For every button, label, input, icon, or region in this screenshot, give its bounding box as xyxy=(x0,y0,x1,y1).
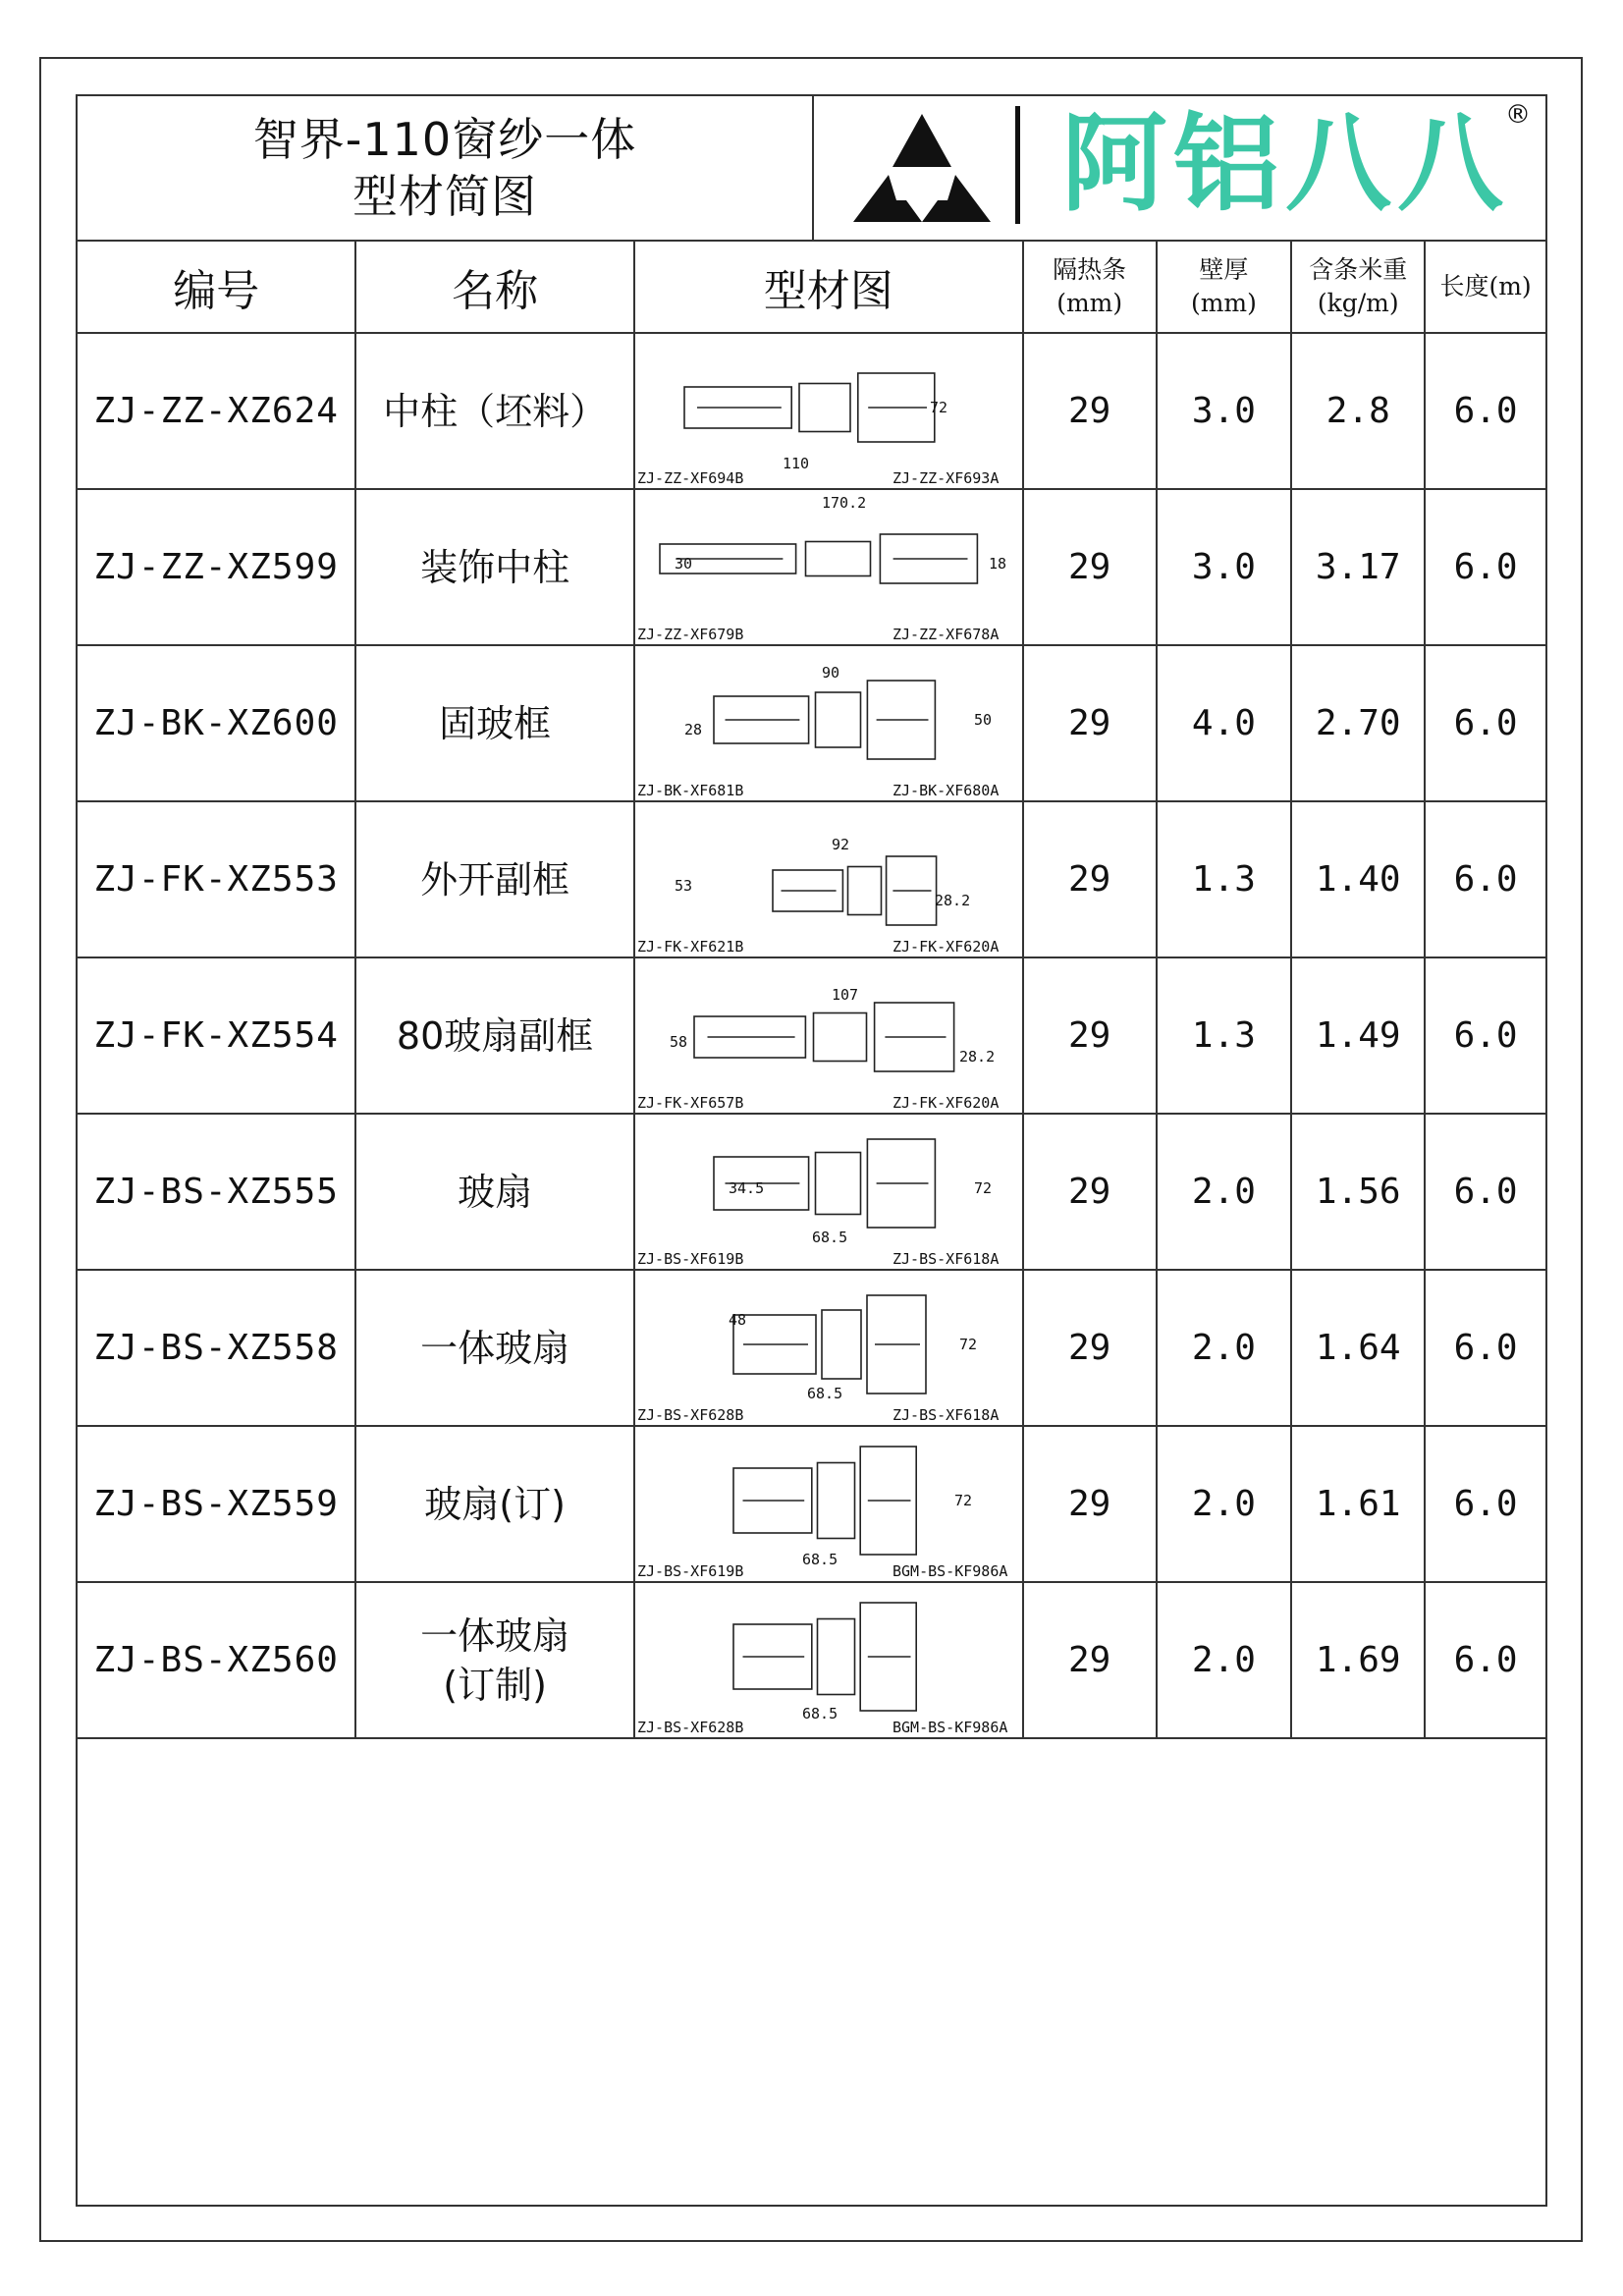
thermal-break-strip xyxy=(817,1463,854,1539)
dimension-label: 72 xyxy=(973,1179,992,1197)
dimension-label: 53 xyxy=(674,877,692,895)
profile-name-cell xyxy=(355,1426,633,1582)
profile-code: ZJ-BS-XZ555 xyxy=(78,1114,355,1270)
strip-width: 29 xyxy=(1023,1426,1157,1582)
wall-thickness: 1.3 xyxy=(1157,801,1292,957)
profile-section-drawing xyxy=(635,1583,1022,1737)
strip-width: 29 xyxy=(1023,489,1157,645)
profile-drawing-cell xyxy=(634,1114,1023,1270)
triangle-logo-icon xyxy=(853,96,991,240)
length: 6.0 xyxy=(1425,1270,1545,1426)
registered-mark: ® xyxy=(1505,100,1531,130)
thermal-break-strip xyxy=(815,692,860,747)
length: 6.0 xyxy=(1425,333,1545,489)
profile-name: 中柱（坯料） xyxy=(383,389,608,433)
wall-thickness: 2.0 xyxy=(1157,1114,1292,1270)
weight-per-meter: 1.69 xyxy=(1291,1582,1425,1738)
table-row xyxy=(78,1114,1545,1270)
dimension-label: 48 xyxy=(728,1311,746,1329)
profile-name: 一体玻扇 xyxy=(420,1326,570,1370)
table-header-row xyxy=(78,241,1545,333)
table-row xyxy=(78,1270,1545,1426)
profile-code: ZJ-FK-XZ553 xyxy=(78,801,355,957)
weight-per-meter: 2.8 xyxy=(1291,333,1425,489)
weight-header-line2: (kg/m) xyxy=(1317,289,1399,317)
weight-per-meter: 1.56 xyxy=(1291,1114,1425,1270)
weight-per-meter: 2.70 xyxy=(1291,645,1425,801)
table-row xyxy=(78,801,1545,957)
dimension-label: 68.5 xyxy=(801,1551,838,1568)
length: 6.0 xyxy=(1425,957,1545,1114)
profile-section-drawing xyxy=(635,334,1022,488)
part-label-b: ZJ-BS-XF628B xyxy=(636,1406,744,1424)
strip-width: 29 xyxy=(1023,645,1157,801)
profile-section-drawing xyxy=(635,958,1022,1113)
dimension-label: 34.5 xyxy=(728,1179,764,1197)
part-label-a: ZJ-ZZ-XF693A xyxy=(892,469,1000,487)
col-strip-header xyxy=(1023,241,1157,333)
catalog-sheet xyxy=(76,94,1547,2207)
dimension-label: 68.5 xyxy=(801,1705,838,1722)
dimension-label: 28 xyxy=(683,721,702,738)
profile-name-cell xyxy=(355,1582,633,1738)
profile-name: 玻扇 xyxy=(458,1170,533,1214)
brand-logo xyxy=(814,96,1547,240)
part-label-b: ZJ-BS-XF619B xyxy=(636,1250,744,1268)
dimension-label: 28.2 xyxy=(958,1048,995,1066)
wall-thickness: 3.0 xyxy=(1157,333,1292,489)
thermal-break-strip xyxy=(805,542,870,576)
dimension-label: 18 xyxy=(988,555,1006,573)
thermal-break-strip xyxy=(799,384,850,432)
profile-code: ZJ-FK-XZ554 xyxy=(78,957,355,1114)
part-label-a: ZJ-BS-XF618A xyxy=(892,1406,1000,1424)
length: 6.0 xyxy=(1425,801,1545,957)
strip-header-line1: 隔热条 xyxy=(1053,255,1127,284)
wall-thickness: 4.0 xyxy=(1157,645,1292,801)
profile-name: 外开副框 xyxy=(420,857,570,902)
col-weight-header xyxy=(1291,241,1425,333)
strip-width: 29 xyxy=(1023,333,1157,489)
part-label-b: ZJ-FK-XF657B xyxy=(636,1094,744,1112)
part-label-b: ZJ-BS-XF619B xyxy=(636,1562,744,1580)
part-label-a: ZJ-BK-XF680A xyxy=(892,782,1000,799)
dimension-label: 30 xyxy=(674,555,692,573)
col-wall-header xyxy=(1157,241,1292,333)
strip-width: 29 xyxy=(1023,957,1157,1114)
profile-name-cell xyxy=(355,489,633,645)
profile-drawing-cell xyxy=(634,1426,1023,1582)
logo-wordmark: 阿铝八八 xyxy=(1061,103,1510,226)
table-row xyxy=(78,333,1545,489)
col-name-header: 名称 xyxy=(355,241,633,333)
dimension-label: 92 xyxy=(831,836,849,853)
part-label-b: ZJ-ZZ-XF694B xyxy=(636,469,744,487)
strip-header-line2: (mm) xyxy=(1056,289,1123,317)
profile-drawing-cell xyxy=(634,1582,1023,1738)
profile-code: ZJ-BS-XZ559 xyxy=(78,1426,355,1582)
length: 6.0 xyxy=(1425,1582,1545,1738)
part-label-a: ZJ-ZZ-XF678A xyxy=(892,626,1000,643)
profile-code: ZJ-BS-XZ560 xyxy=(78,1582,355,1738)
wall-thickness: 1.3 xyxy=(1157,957,1292,1114)
part-label-a: BGM-BS-KF986A xyxy=(892,1562,1008,1580)
profile-drawing-cell xyxy=(634,1270,1023,1426)
thermal-break-strip xyxy=(822,1310,861,1379)
dimension-label: 72 xyxy=(953,1492,972,1509)
logo-divider xyxy=(1015,106,1020,224)
profile-name-cell xyxy=(355,333,633,489)
profile-drawing-cell xyxy=(634,957,1023,1114)
profile-drawing-cell xyxy=(634,333,1023,489)
wall-thickness: 2.0 xyxy=(1157,1270,1292,1426)
dimension-label: 107 xyxy=(831,986,858,1004)
length: 6.0 xyxy=(1425,1114,1545,1270)
weight-per-meter: 3.17 xyxy=(1291,489,1425,645)
weight-per-meter: 1.64 xyxy=(1291,1270,1425,1426)
wall-header-line2: (mm) xyxy=(1190,289,1257,317)
profile-section-drawing xyxy=(635,1271,1022,1425)
profile-section-drawing xyxy=(635,490,1022,644)
weight-per-meter: 1.40 xyxy=(1291,801,1425,957)
title-line-1: 智界-110窗纱一体 xyxy=(252,113,637,166)
profile-name: 80玻扇副框 xyxy=(396,1013,594,1058)
length: 6.0 xyxy=(1425,645,1545,801)
dimension-label: 72 xyxy=(958,1336,977,1353)
part-label-b: ZJ-BK-XF681B xyxy=(636,782,744,799)
profile-section-drawing xyxy=(635,1427,1022,1581)
wall-header-line1: 壁厚 xyxy=(1199,255,1249,284)
dimension-label: 68.5 xyxy=(811,1229,847,1246)
table-row xyxy=(78,489,1545,645)
dimension-label: 170.2 xyxy=(821,494,866,512)
wall-thickness: 2.0 xyxy=(1157,1426,1292,1582)
thermal-break-strip xyxy=(813,1013,866,1062)
profile-name: 一体玻扇 xyxy=(420,1613,570,1658)
profile-name: 玻扇(订) xyxy=(424,1482,566,1526)
title-line-2: 型材简图 xyxy=(352,170,537,223)
profile-name: 装饰中柱 xyxy=(420,545,570,589)
col-length-header: 长度(m) xyxy=(1425,241,1545,333)
part-label-a: ZJ-FK-XF620A xyxy=(892,1094,1000,1112)
profile-name-cell xyxy=(355,801,633,957)
strip-width: 29 xyxy=(1023,801,1157,957)
table-row xyxy=(78,957,1545,1114)
profile-code: ZJ-ZZ-XZ624 xyxy=(78,333,355,489)
thermal-break-strip xyxy=(817,1619,854,1695)
profile-section-drawing xyxy=(635,646,1022,800)
part-label-b: ZJ-FK-XF621B xyxy=(636,938,744,956)
dimension-label: 58 xyxy=(669,1033,687,1051)
wall-thickness: 3.0 xyxy=(1157,489,1292,645)
weight-header-line1: 含条米重 xyxy=(1309,255,1408,284)
profile-drawing-cell xyxy=(634,645,1023,801)
strip-width: 29 xyxy=(1023,1114,1157,1270)
profile-name: 固玻框 xyxy=(439,701,552,745)
dimension-label: 110 xyxy=(782,455,809,472)
profile-name-cell xyxy=(355,957,633,1114)
length: 6.0 xyxy=(1425,1426,1545,1582)
profile-code: ZJ-ZZ-XZ599 xyxy=(78,489,355,645)
part-label-b: ZJ-ZZ-XF679B xyxy=(636,626,744,643)
thermal-break-strip xyxy=(847,867,881,915)
length: 6.0 xyxy=(1425,489,1545,645)
wall-thickness: 2.0 xyxy=(1157,1582,1292,1738)
weight-per-meter: 1.49 xyxy=(1291,957,1425,1114)
weight-per-meter: 1.61 xyxy=(1291,1426,1425,1582)
dimension-label: 90 xyxy=(821,664,839,682)
profile-code: ZJ-BK-XZ600 xyxy=(78,645,355,801)
thermal-break-strip xyxy=(815,1153,860,1215)
dimension-label: 68.5 xyxy=(806,1385,842,1402)
profile-name-cell xyxy=(355,645,633,801)
profile-table xyxy=(78,240,1545,1739)
profile-name-cell xyxy=(355,1114,633,1270)
dimension-label: 72 xyxy=(929,399,947,416)
part-label-a: ZJ-FK-XF620A xyxy=(892,938,1000,956)
strip-width: 29 xyxy=(1023,1582,1157,1738)
profile-name-cell xyxy=(355,1270,633,1426)
profile-section-drawing xyxy=(635,802,1022,957)
sheet-title xyxy=(78,96,814,240)
strip-width: 29 xyxy=(1023,1270,1157,1426)
part-label-a: ZJ-BS-XF618A xyxy=(892,1250,1000,1268)
part-label-a: BGM-BS-KF986A xyxy=(892,1719,1008,1736)
part-label-b: ZJ-BS-XF628B xyxy=(636,1719,744,1736)
col-code-header: 编号 xyxy=(78,241,355,333)
profile-drawing-cell xyxy=(634,489,1023,645)
col-drawing-header: 型材图 xyxy=(634,241,1023,333)
dimension-label: 28.2 xyxy=(934,892,970,909)
table-row xyxy=(78,645,1545,801)
table-row xyxy=(78,1426,1545,1582)
profile-section-drawing xyxy=(635,1115,1022,1269)
table-row xyxy=(78,1582,1545,1738)
dimension-label: 50 xyxy=(973,711,992,729)
profile-name-line2: (订制) xyxy=(443,1663,547,1707)
profile-drawing-cell xyxy=(634,801,1023,957)
profile-code: ZJ-BS-XZ558 xyxy=(78,1270,355,1426)
